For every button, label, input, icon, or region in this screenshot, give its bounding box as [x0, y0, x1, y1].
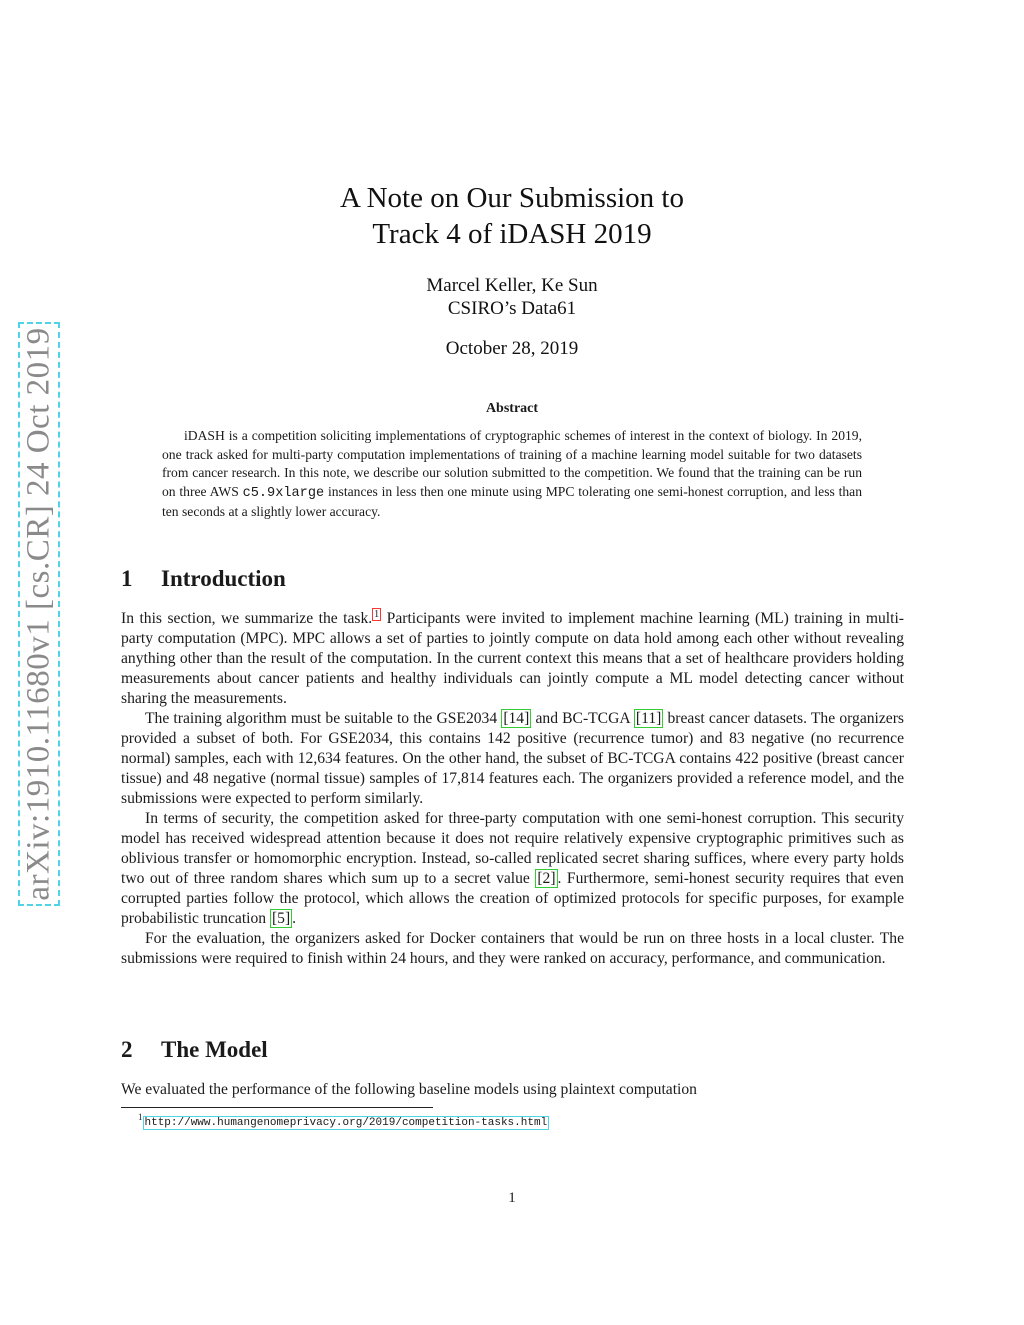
section-title: The Model: [161, 1037, 268, 1062]
footnote: [138, 1112, 549, 1129]
arxiv-identifier: arXiv:1910.11680v1 [cs.CR] 24 Oct 2019: [20, 327, 57, 901]
citation-link[interactable]: [14]: [503, 710, 530, 727]
date: October 28, 2019: [445, 338, 579, 359]
paragraph: In this section, we summarize the task. $^1$ Participants were invited to implement machine learning (ML) training in multi-party computation (MPC). MPC allows a set of parties to jointly compute on data hold among each other without revealing anything other than the result of the computation. In the current context this means that a set of healthcare providers holding measurements about cancer patients and healthy individuals can jointly compute a ML model detecting cancer without sharing the measurements.: [121, 608, 904, 707]
arxiv-stamp: [18, 322, 60, 906]
paragraph: We evaluated the performance of the following baseline models using plaintext computation: [121, 1081, 697, 1098]
citation-link[interactable]: [11]: [635, 710, 662, 727]
model-body: [121, 1080, 904, 1100]
paragraph: The training algorithm must be suitable to the GSE2034 [14] and BC-TCGA [11] breast cancer datasets. The organizers provided a subset of both. For GSE2034, this contains 142 positive (recurrence tumor) and 83 negative (no recurrence normal) samples, each with 12,634 features. On the other hand, the subset of BC-TCGA contains 422 positive (breast cancer tissue) and 48 negative (normal tissue) samples of 17,814 features each. The organizers provided a reference model, and the submissions were expected to perform similarly.: [121, 710, 904, 807]
footnote-url-link[interactable]: http://www.humangenomeprivacy.org/2019/competition-tasks.html: [144, 1116, 548, 1129]
title-line-2: Track 4 of iDASH 2019: [372, 218, 652, 250]
citation-link[interactable]: [2]: [537, 870, 556, 887]
abstract-heading: Abstract: [485, 401, 539, 416]
page-number: 1: [508, 1190, 516, 1206]
authors: Marcel Keller, Ke Sun: [426, 275, 598, 296]
instance-type: c5.9xlarge: [242, 485, 325, 501]
section-number: 2: [121, 1037, 133, 1062]
paper-title: [200, 180, 824, 252]
introduction-body: [121, 609, 904, 969]
paragraph: In terms of security, the competition asked for three-party computation with one semi-honest corruption. This security model has received widespread attention because it does not require relatively expensive cryptographic primitives such as oblivious transfer or homomorphic encryption. Instead, so-called replicated secret sharing suffices, where every party holds two out of three random shares which sum up to a secret value [2] . Furthermore, semi-honest security requires that even corrupted parties follow the protocol, which allows the creation of optimized protocols for specific purposes, for example probabilistic truncation [5] .: [121, 810, 904, 927]
title-line-1: A Note on Our Submission to: [340, 182, 684, 214]
abstract-text: iDASH is a competition soliciting implementations of cryptographic schemes of interest in the context of biology. In 2019, one track asked for multi-party computation implementations of training of a machine learning model suitable for two datasets from cancer research. In this note, we describe our solution submitted to the competition. We found that the training can be run on three AWS c5.9xlarge instances in less then one minute using MPC tolerating one semi-honest corruption, and less than ten seconds at a slightly lower accuracy.: [162, 428, 862, 519]
section-heading-introduction: [121, 566, 286, 592]
citation-link[interactable]: [5]: [271, 910, 291, 927]
footnote-divider: [121, 1107, 433, 1108]
section-heading-model: [121, 1037, 268, 1063]
affiliation: CSIRO’s Data61: [447, 298, 577, 319]
section-number: 1: [121, 566, 133, 591]
paragraph: For the evaluation, the organizers asked for Docker containers that would be run on three hosts in a local cluster. The submissions were required to finish within 24 hours, and they were ranked on accuracy, performance, and communication.: [121, 930, 904, 967]
footnote-mark: 1: [138, 1112, 143, 1122]
section-title: Introduction: [161, 566, 286, 591]
footnote-link[interactable]: 1: [374, 608, 380, 620]
